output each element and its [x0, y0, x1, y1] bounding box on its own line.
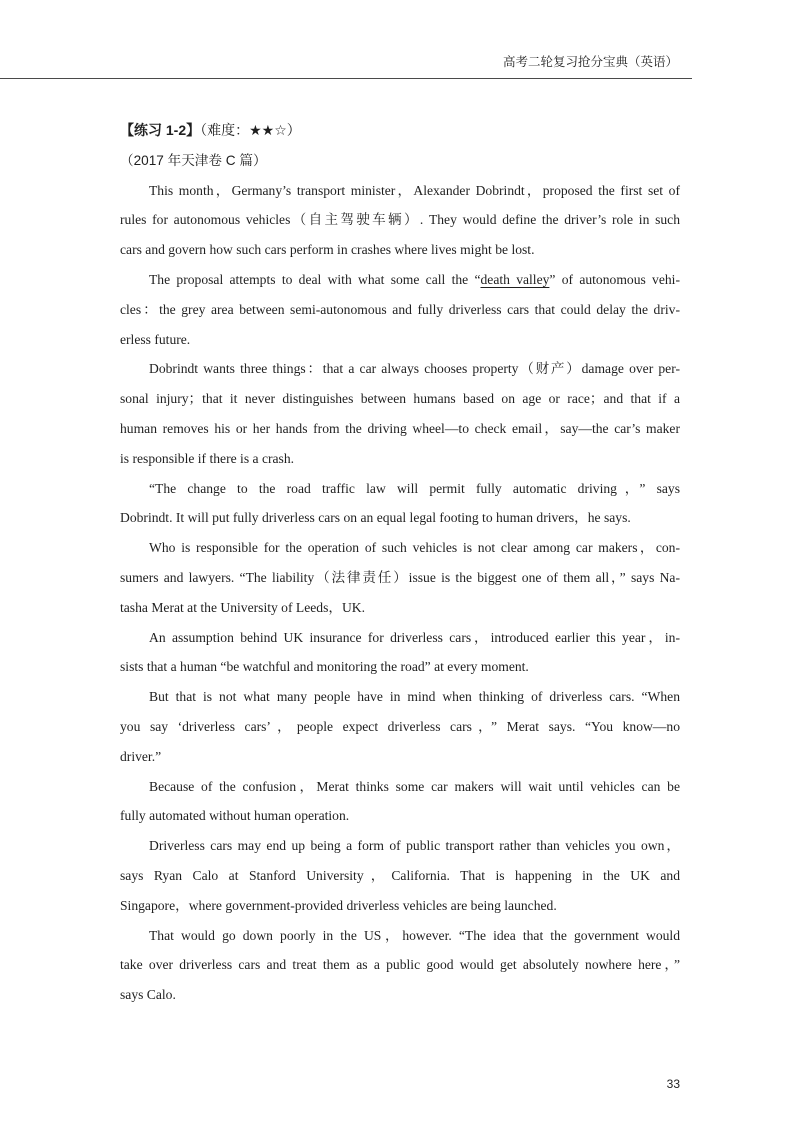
paragraph-line: Who is responsible for the operation of such vehicles is not clear among car makers，con- — [149, 540, 680, 556]
header-rule — [0, 78, 692, 79]
running-header-title: 高考二轮复习抢分宝典（英语） — [502, 55, 678, 69]
paragraph-line: take over driverless cars and treat them as a public good would get absolutely nowhere here，” — [120, 957, 680, 973]
paragraph-line: driver.” — [120, 748, 162, 764]
paragraph — [120, 265, 680, 354]
paragraph-line: Dobrindt. It will put fully driverless cars on an equal legal footing to human drivers，he says. — [120, 510, 631, 526]
underlined-phrase: death valley — [480, 271, 550, 287]
paragraph-line: erless future. — [120, 331, 191, 347]
line-segment: ” of autonomous vehi- — [549, 271, 680, 287]
paragraph — [120, 772, 680, 832]
paragraph-line: cles：the grey area between semi-autonomous and fully driverless cars that could delay the driv- — [120, 301, 680, 317]
paragraph-line: human removes his or her hands from the driving wheel—to check email，say—the car’s maker — [120, 420, 680, 436]
paragraph-line: says Calo. — [120, 987, 176, 1003]
paragraph-line: Because of the confusion，Merat thinks some car makers will wait until vehicles can be — [149, 778, 680, 794]
source-label: （2017 年天津卷 C 篇） — [120, 152, 267, 168]
paragraph — [120, 623, 680, 683]
paragraph-line: That would go down poorly in the US，however. “The idea that the government would — [149, 927, 680, 943]
paragraph-line: says Ryan Calo at Stanford University，California. That is happening in the UK and — [120, 867, 680, 883]
paragraph-line: rules for autonomous vehicles（自主驾驶车辆）. They would define the driver’s role in such — [120, 212, 680, 228]
paragraph-line: “The change to the road traffic law will permit fully automatic driving，” says — [149, 480, 680, 496]
paragraph-line: Dobrindt wants three things：that a car always chooses property（财产）damage over per- — [149, 361, 680, 377]
paragraph-line: This month，Germany’s transport minister，Alexander Dobrindt，proposed the first set of — [149, 182, 680, 198]
line-segment: The proposal attempts to deal with what some call the “ — [149, 271, 481, 287]
paragraph-line: fully automated without human operation. — [120, 808, 350, 824]
paragraph-line: sumers and lawyers. “The liability（法律责任）issue is the biggest one of them all，” says Na- — [120, 569, 680, 585]
exercise-label: 【练习 1-2】 — [120, 122, 201, 138]
paragraph-line: you say ‘driverless cars’，people expect driverless cars，” Merat says. “You know—no — [120, 718, 680, 734]
paragraph-line: sists that a human “be watchful and monitoring the road” at every moment. — [120, 659, 529, 675]
paragraph-line: tasha Merat at the University of Leeds，UK. — [120, 599, 365, 615]
paragraph — [120, 474, 680, 534]
exercise-heading — [120, 116, 680, 146]
paragraph-line: But that is not what many people have in mind when thinking of driverless cars. “When — [149, 689, 680, 705]
paragraph-line: is responsible if there is a crash. — [120, 450, 295, 466]
paragraph — [120, 921, 680, 1010]
paragraph — [120, 176, 680, 265]
paragraph-line: cars and govern how such cars perform in crashes where lives might be lost. — [120, 242, 535, 258]
page-number: 33 — [666, 1077, 680, 1091]
exercise-content — [120, 116, 680, 1010]
paragraph — [120, 682, 680, 771]
paragraph — [120, 354, 680, 473]
paragraph — [120, 533, 680, 622]
paragraph — [120, 831, 680, 920]
paragraph-line: sonal injury；that it never distinguishes between humans based on age or race；and that if a — [120, 391, 680, 407]
paragraph-line: An assumption behind UK insurance for driverless cars，introduced earlier this year，in- — [149, 629, 680, 645]
paragraph-line — [120, 265, 680, 295]
paragraph-line: Driverless cars may end up being a form of public transport rather than vehicles you own， — [149, 838, 680, 854]
paragraph-line: Singapore，where government-provided driverless vehicles are being launched. — [120, 897, 557, 913]
difficulty-label: （难度：★★☆） — [200, 122, 301, 138]
